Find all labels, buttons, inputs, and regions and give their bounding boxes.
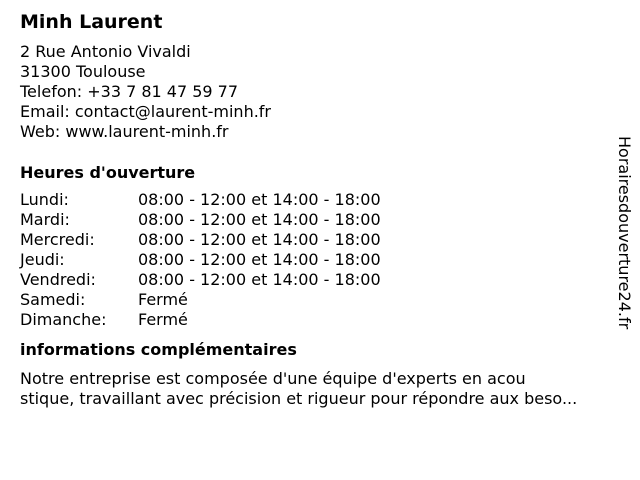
web-line: Web: www.laurent-minh.fr: [20, 122, 229, 141]
info-description: [20, 369, 610, 409]
day-label: Dimanche:: [20, 310, 107, 329]
business-card: [20, 10, 610, 409]
hours-row-tuesday: [20, 210, 610, 230]
time-value: 08:00 - 12:00 et 14:00 - 18:00: [138, 210, 381, 229]
time-value: Fermé: [138, 290, 188, 309]
street-address: 2 Rue Antonio Vivaldi: [20, 42, 191, 61]
day-label: Jeudi:: [20, 250, 65, 269]
time-value: Fermé: [138, 310, 188, 329]
opening-hours-table: [20, 190, 610, 330]
hours-row-thursday: [20, 250, 610, 270]
hours-row-wednesday: [20, 230, 610, 250]
site-brand-vertical: Horairesdouverture24.fr: [615, 136, 634, 330]
info-line: Notre entreprise est composée d'une équipe d'experts en acou: [20, 369, 526, 388]
hours-row-monday: [20, 190, 610, 210]
day-label: Lundi:: [20, 190, 69, 209]
hours-row-saturday: [20, 290, 610, 310]
info-line: stique, travaillant avec précision et rigueur pour répondre aux beso...: [20, 389, 578, 408]
day-label: Vendredi:: [20, 270, 96, 289]
day-label: Samedi:: [20, 290, 86, 309]
postal-city: 31300 Toulouse: [20, 62, 146, 81]
business-name: Minh Laurent: [20, 11, 163, 33]
day-label: Mercredi:: [20, 230, 95, 249]
hours-row-friday: [20, 270, 610, 290]
hours-row-sunday: [20, 310, 610, 330]
email-line: Email: contact@laurent-minh.fr: [20, 102, 271, 121]
phone-line: Telefon: +33 7 81 47 59 77: [20, 82, 239, 101]
time-value: 08:00 - 12:00 et 14:00 - 18:00: [138, 250, 381, 269]
time-value: 08:00 - 12:00 et 14:00 - 18:00: [138, 190, 381, 209]
time-value: 08:00 - 12:00 et 14:00 - 18:00: [138, 270, 381, 289]
hours-heading: Heures d'ouverture: [20, 163, 196, 182]
day-label: Mardi:: [20, 210, 70, 229]
info-heading: informations complémentaires: [20, 340, 297, 359]
contact-block: [20, 42, 610, 142]
time-value: 08:00 - 12:00 et 14:00 - 18:00: [138, 230, 381, 249]
